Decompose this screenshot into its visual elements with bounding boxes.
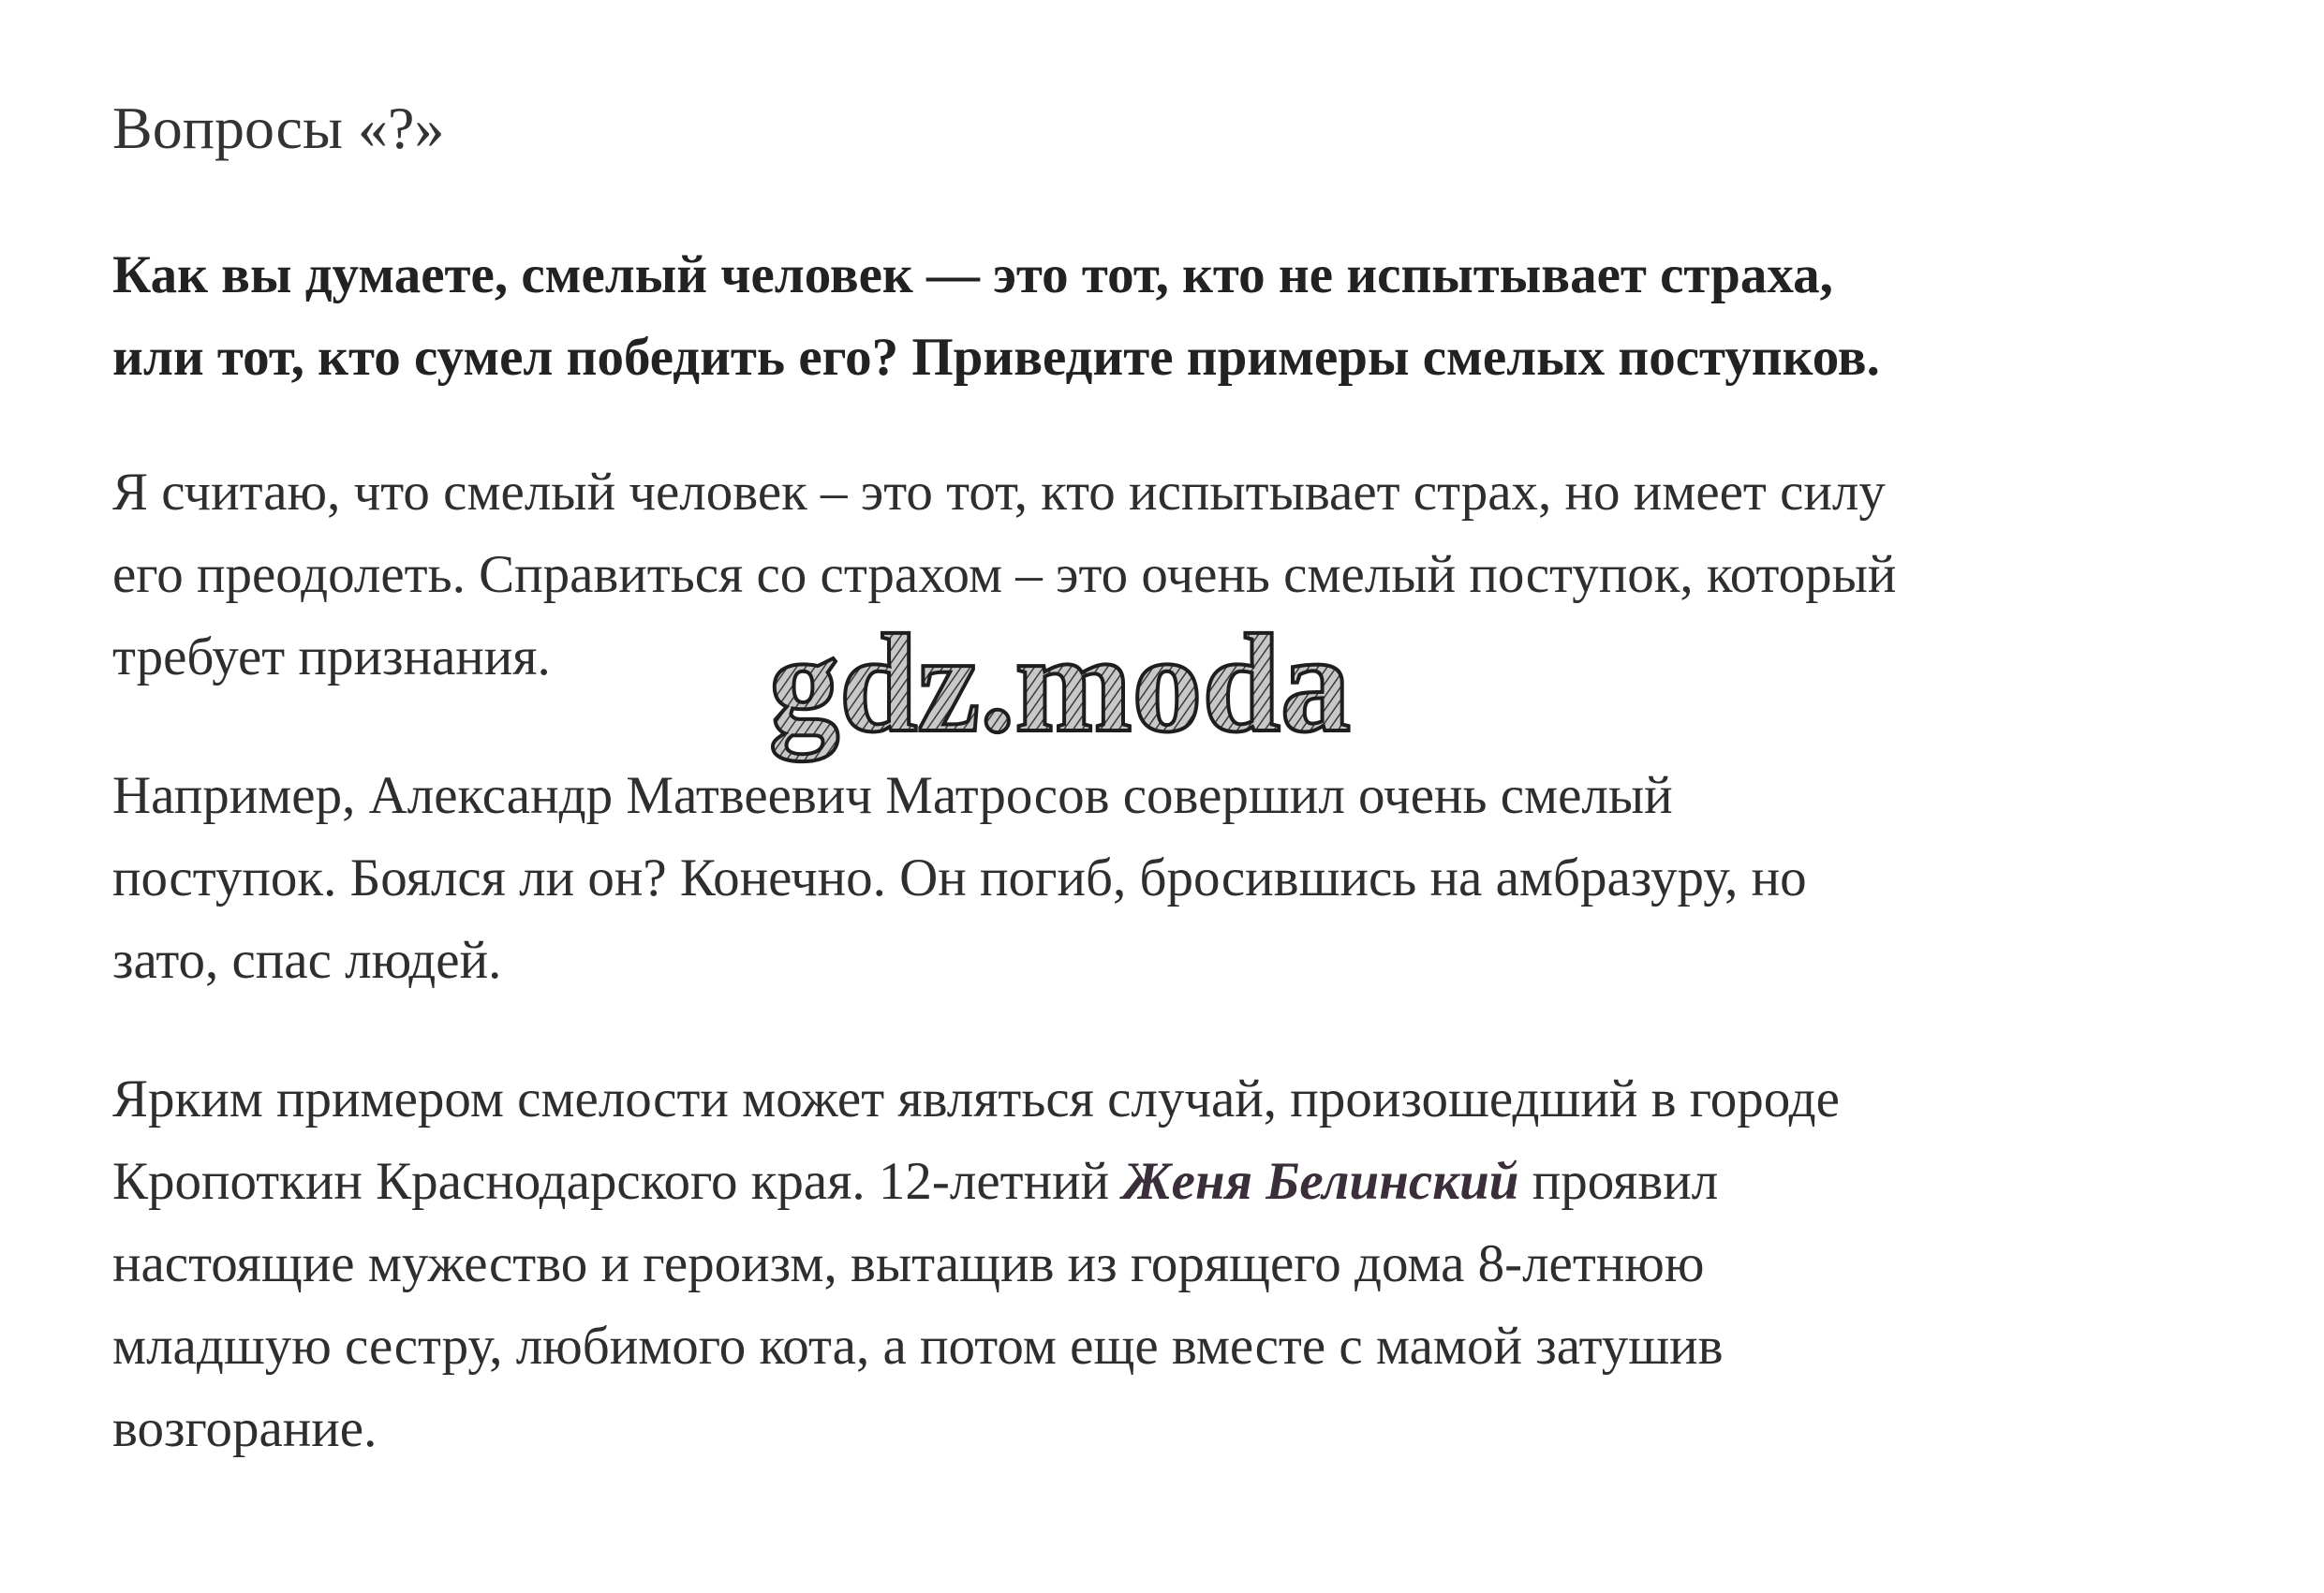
paragraph-line: Например, Александр Матвеевич Матросов совершил очень смелый [112,766,1673,825]
paragraph-line: настоящие мужество и героизм, вытащив из горящего дома 8-летнюю [112,1234,1705,1293]
paragraph-line: Ярким примером смелости может являться случай, произошедший в городе [112,1069,1840,1128]
paragraph-line: Я считаю, что смелый человек – это тот, кто испытывает страх, но имеет силу [112,463,1886,522]
paragraph-line: младшую сестру, любимого кота, а потом еще вместе с мамой затушив [112,1317,1724,1376]
watermark-text: gdz.moda [769,609,1351,761]
answer-paragraph-3 [112,1058,2267,1470]
hero-name: Женя Белинский [1122,1152,1519,1211]
paragraph-line: зато, спас людей. [112,931,502,990]
paragraph-line: его преодолеть. Справиться со страхом – это очень смелый поступок, который [112,545,1897,604]
watermark-logo [763,609,1419,777]
paragraph-text: Кропоткин Краснодарского края. 12-летний [112,1152,1123,1211]
paragraph-line: возгорание. [112,1399,377,1458]
answer-paragraph-2 [112,755,2267,1002]
question-line: Как вы думаете, смелый человек — это тот, кто не испытывает страха, [112,245,1833,304]
paragraph-text: проявил [1518,1152,1719,1211]
paragraph-line: требует признания. [112,627,551,686]
question-line: или тот, кто сумел победить его? Приведите примеры смелых поступков. [112,328,1880,387]
section-heading: Вопросы «?» [112,95,445,161]
paragraph-line: поступок. Боялся ли он? Конечно. Он погиб, бросившись на амбразуру, но [112,848,1807,907]
question-text [112,234,2267,399]
paragraph-line [112,1141,2267,1223]
